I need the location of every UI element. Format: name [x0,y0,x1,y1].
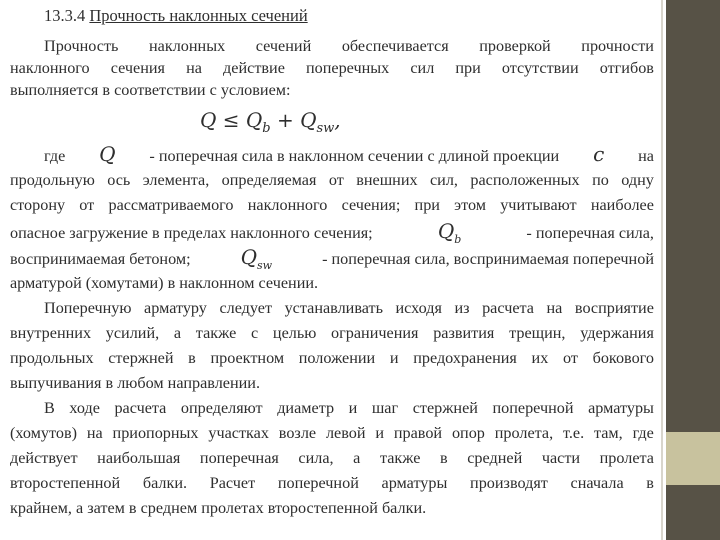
explanation-line-5: воспринимаемая бетоном; $Q_{sw}$ - поперечная сила, воспринимаемая поперечной [10,245,654,272]
para3-line-1: В ходе расчета определяют диаметр и шаг стержней поперечной арматуры [44,399,654,417]
section-heading [44,7,308,25]
explanation-line-2: продольную ось элемента, определяемая от внешних сил, расположенных по одну [10,171,654,189]
section-title: Прочность наклонных сечений [89,6,308,25]
para3-line-2: (хомутов) на приопорных участках возле левой и правой опор пролета, т.е. там, где [10,424,654,442]
section-number: 13.3.4 [44,6,86,25]
explanation-line-3: сторону от рассматриваемого наклонного сечения; при этом учитывают наиболее [10,196,654,214]
intro-line-2: наклонного сечения на действие поперечных сил при отсутствии отгибов [10,59,654,77]
para3-line-5: крайнем, а затем в среднем пролетах второстепенной балки. [10,499,427,517]
explanation-line-1: где Q - поперечная сила в наклонном сечении с длиной проекции c на [44,142,654,166]
strength-condition-formula: $Q \le Q_b + Q_{sw}$, [200,108,341,136]
intro-line-1: Прочность наклонных сечений обеспечивается проверкой прочности [44,37,654,55]
para2-line-1: Поперечную арматуру следует устанавливать исходя из расчета на восприятие [44,299,654,317]
explanation-line-6: арматурой (хомутами) в наклонном сечении. [10,274,319,292]
para3-line-4: второстепенной балки. Расчет поперечной арматуры производят сначала в [10,474,654,492]
sidebar-divider [661,0,663,540]
para2-line-2: внутренних усилий, а также с целью ограничения развития трещин, удержания [10,324,654,342]
sidebar-accent-block [666,432,720,485]
para2-line-3: продольных стержней в проектном положении и предохранения их от бокового [10,349,654,367]
para3-line-3: действует наибольшая поперечная сила, а также в средней части пролета [10,449,654,467]
explanation-line-4: опасное загружение в пределах наклонного сечения; $Q_b$ - поперечная сила, [10,219,654,246]
intro-line-3: выполняется в соответствии с условием: [10,81,291,99]
para2-line-4: выпучивания в любом направлении. [10,374,260,392]
